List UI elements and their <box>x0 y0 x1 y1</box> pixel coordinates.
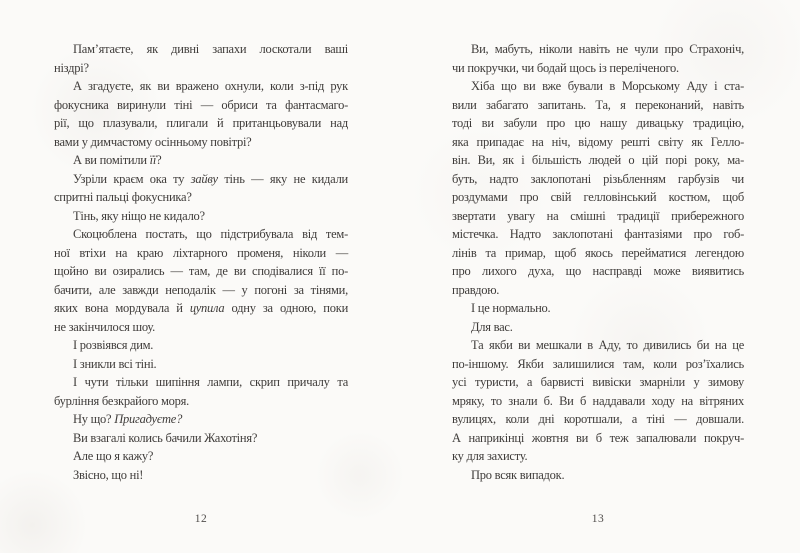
text-line: він. Ви, як і більшість людей о цій порі року, ма- <box>452 153 744 167</box>
page-number: 12 <box>194 513 208 525</box>
text-line: ніздрі? <box>54 60 89 75</box>
text-line: спритні пальці фокусника? <box>54 190 192 204</box>
text-line: А ви помітили її? <box>73 153 162 167</box>
left-page <box>54 40 348 525</box>
paragraph <box>54 355 348 374</box>
paragraph <box>452 466 744 485</box>
text-line: Та якби ви мешкали в Аду, то дивились би на це <box>471 338 744 352</box>
text-line: Звісно, що ні! <box>73 467 144 482</box>
text-line: Але що я кажу? <box>73 449 154 463</box>
text-line: І це нормально. <box>471 301 551 315</box>
text-line: лінів та примар, щоб якось перейматися легендою <box>452 245 744 260</box>
text-line: роздумами про свій гелловінський костюм, щоб <box>452 190 744 204</box>
text-line: А згадуєте, як ви вражено охнули, коли з-під рук <box>73 79 348 93</box>
paragraph <box>54 373 348 410</box>
paragraph <box>54 410 348 429</box>
text-line: про лихого духа, що насправді може виявитись <box>452 264 744 278</box>
text-line: Для вас. <box>471 319 513 334</box>
text-line: Пам’ятаєте, як дивні запахи лоскотали ваші <box>73 42 348 56</box>
paragraph <box>54 429 348 448</box>
text-line: буть, надто заклопотані різьбленням гарбузів чи <box>452 171 744 186</box>
text-line: містечка. Надто заклопотані фантазіями про гоб- <box>452 227 744 241</box>
text-line: Ну що? Пригадуєте? <box>73 412 183 426</box>
paragraph <box>54 447 348 466</box>
paragraph <box>54 336 348 355</box>
text-line: Ви взагалі колись бачили Жахотіня? <box>73 430 258 445</box>
text-line: І чути тільки шипіння лампи, скрип причалу та <box>73 375 348 389</box>
page-number: 13 <box>591 513 605 525</box>
text-line: по-іншому. Якби залишилися там, коли роз’їхались <box>452 356 744 371</box>
text-line: бурління безкрайого моря. <box>54 393 190 408</box>
text-line: щойно ви озирались — там, де ви сподівалися її по- <box>54 264 348 278</box>
text-line: яка припадає на ніч, відому решті світу як Гелло- <box>452 134 744 149</box>
text-line: правдою. <box>452 282 500 297</box>
text-line: ку для захисту. <box>452 449 528 463</box>
paragraph <box>54 466 348 485</box>
text-line: Про всяк випадок. <box>471 467 565 482</box>
text-line: мряку, то знали б. Ви б наддавали ходу на вітряних <box>452 393 744 408</box>
text-line: рії, що плазували, плигали й пританцьовували над <box>54 116 348 130</box>
paragraph <box>54 225 348 336</box>
text-line: чи покручки, чи бодай щось із переліченого. <box>452 60 679 75</box>
text-line: Ви, мабуть, ніколи навіть не чули про Страхоніч, <box>471 42 744 56</box>
right-page <box>452 40 744 525</box>
text-line: ної втіхи на краю ліхтарного променя, ніколи — <box>54 245 348 260</box>
text-line: звертати увагу на смішні традиції прибережного <box>452 208 744 223</box>
text-line: не закінчилося шоу. <box>54 319 156 334</box>
paragraph <box>54 170 348 207</box>
text-line: А наприкінці жовтня ви б теж запалювали покруч- <box>452 430 744 445</box>
paragraph <box>452 318 744 337</box>
text-line: вили забагато запитань. Та, я переконаний, навіть <box>452 97 744 112</box>
text-line: фокусника виринули тіні — обриси та фантасмаго- <box>54 97 348 112</box>
paragraph <box>54 207 348 226</box>
text-line: І розвіявся дим. <box>73 338 154 352</box>
text-line: яких вона мордувала й цупила одну за одною, поки <box>54 301 349 315</box>
text-line: І зникли всі тіні. <box>73 356 157 371</box>
paragraph <box>54 77 348 151</box>
paragraph <box>452 336 744 466</box>
text-line: усі туристи, а барвисті вивіски змарніли у зимову <box>452 375 744 389</box>
paragraph <box>452 77 744 299</box>
text-line: вами у димчастому осінньому повітрі? <box>54 134 252 149</box>
text-line: Скоцюблена постать, що підстрибувала від тем- <box>73 227 348 241</box>
paragraph <box>54 40 348 77</box>
text-line: Хіба що ви вже бували в Морському Аду і ста- <box>471 79 744 93</box>
paragraph <box>452 299 744 318</box>
text-line: Узріли краєм ока ту зайву тінь — яку не кидали <box>73 171 348 186</box>
paragraph <box>54 151 348 170</box>
paragraph <box>452 40 744 77</box>
page-text-body <box>452 40 744 484</box>
text-line: бачити, але завжди неподалік — у погоні за тінями, <box>54 282 348 297</box>
text-line: вулицях, коли дні коротшали, а тіні — довшали. <box>452 412 744 426</box>
text-line: тоді ви забули про цю нашу дивацьку традицію, <box>452 116 744 130</box>
text-line: Тінь, яку ніщо не кидало? <box>73 208 205 223</box>
page-text-body <box>54 40 348 484</box>
